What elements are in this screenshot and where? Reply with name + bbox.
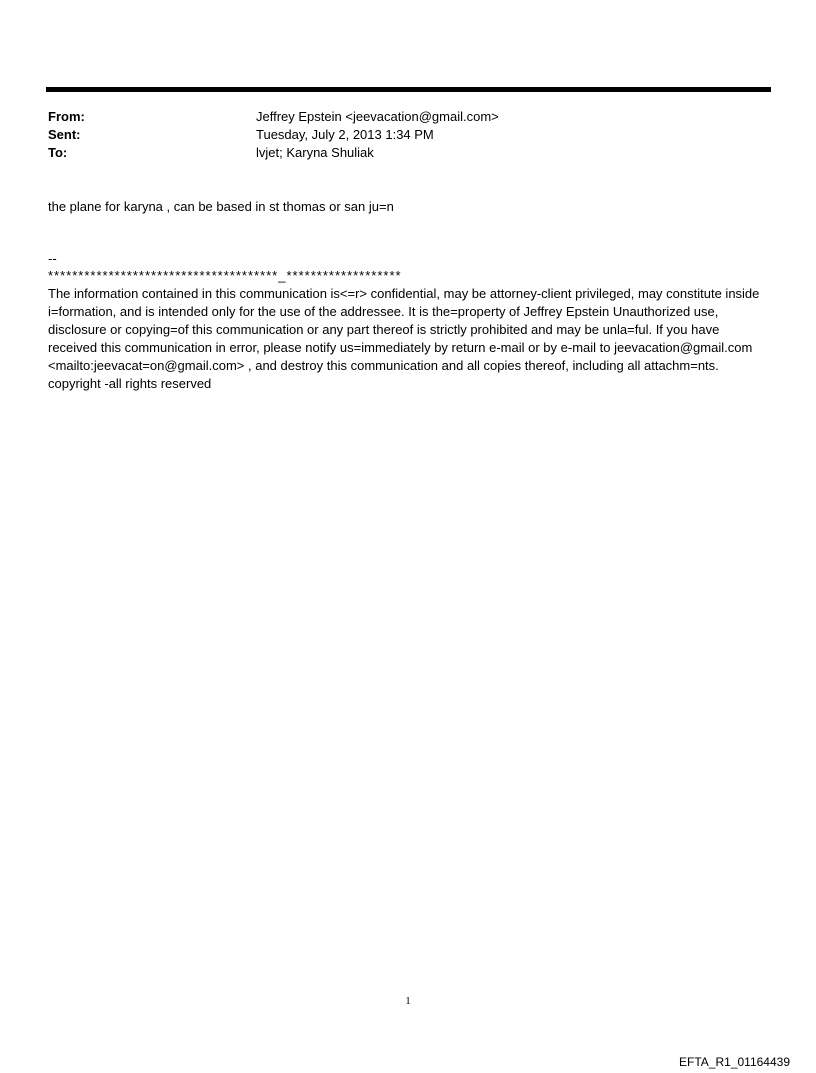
sent-value: Tuesday, July 2, 2013 1:34 PM — [256, 127, 434, 142]
confidentiality-disclaimer: The information contained in this communication is<=r> confidential, may be attorney-client privileged, may constitute inside i=formation, and is intended only for the use of the addressee. It is the=property of Jeffrey Epstein Unauthorized use, disclosure or copying=of this communication or any part thereof is strictly prohibited and may be unla=ful. If you have received this communication in error, please notify us=immediately by return e-mail or by e-mail to jeevacation@gmail.com <mailto:jeevacat=on@gmail.com> , and destroy this communication and all copies thereof, including all attachm=nts. copyright -all rights reserved — [48, 286, 760, 391]
bates-number: EFTA_R1_01164439 — [679, 1055, 790, 1069]
from-row — [48, 108, 768, 126]
page-number: 1 — [405, 995, 411, 1007]
signature-separator: -- — [48, 251, 57, 266]
to-label: To: — [48, 145, 68, 160]
message-body: the plane for karyna , can be based in st thomas or san ju=n — [48, 199, 394, 214]
header-divider — [46, 87, 771, 92]
from-label: From: — [48, 109, 85, 124]
sent-row — [48, 126, 768, 144]
signature-stars: **************************************_******************* — [48, 268, 402, 283]
email-header — [48, 108, 768, 162]
signature-block — [48, 251, 768, 393]
to-row — [48, 144, 768, 162]
sent-label: Sent: — [48, 127, 81, 142]
from-value: Jeffrey Epstein <jeevacation@gmail.com> — [256, 109, 499, 124]
to-value: lvjet; Karyna Shuliak — [256, 145, 374, 160]
